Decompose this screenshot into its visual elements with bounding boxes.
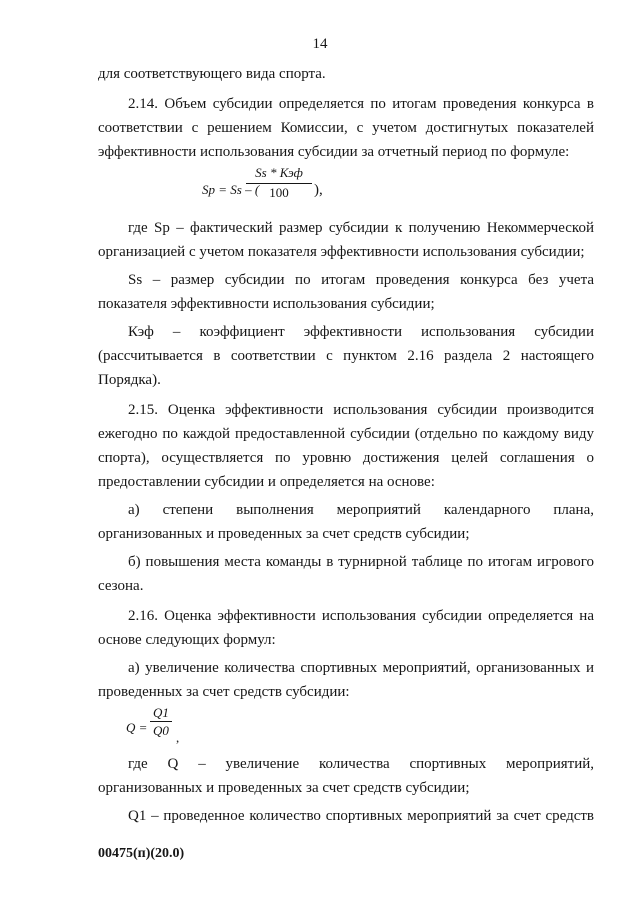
list-item-a: а) степени выполнения мероприятий календарного плана, организованных и проведенных за счет средств субсидии; [98, 502, 594, 542]
formula-1-fraction [246, 164, 312, 202]
formula-1-tail: ), [314, 182, 323, 198]
paragraph-continuation: для соответствующего вида спорта. [98, 66, 326, 82]
formula-1-denominator: 100 [269, 185, 289, 200]
formula-2-numerator: Q1 [150, 704, 172, 722]
definition-kef: Кэф – коэффициент эффективности использования субсидии (рассчитывается в соответствии с пунктом 2.16 раздела 2 настоящего Порядка). [98, 324, 594, 388]
formula-2-lhs: Q = [126, 720, 148, 735]
page-number: 14 [312, 36, 328, 52]
document-body [98, 62, 594, 828]
formula-1-numerator: Ss * Кэф [246, 164, 312, 184]
document-code: 00475(п)(20.0) [98, 846, 185, 861]
list-item-a-formula: а) увеличение количества спортивных мероприятий, организованных и проведенных за счет средств субсидии: [98, 660, 594, 700]
list-item-b: б) повышения места команды в турнирной таблице по итогам игрового сезона. [98, 554, 594, 594]
formula-subsidy-size [98, 164, 594, 216]
paragraph-2-15: 2.15. Оценка эффективности использования субсидии производится ежегодно по каждой предоставленной субсидии (отдельно по каждому виду спорта), осуществляется по уровню достижения целей соглашения о предоставлении субсидии и определяется на основе: [98, 402, 594, 490]
definition-q: где Q – увеличение количества спортивных мероприятий, организованных и проведенных за счет средств субсидии; [98, 756, 594, 796]
definition-sp: где Sp – фактический размер субсидии к получению Некоммерческой организацией с учетом показателя эффективности использования субсидии; [98, 220, 594, 260]
formula-1-lhs: Sp = Ss – ( [202, 182, 260, 197]
definition-q1: Q1 – проведенное количество спортивных мероприятий за счет средств [128, 808, 594, 824]
paragraph-2-14: 2.14. Объем субсидии определяется по итогам проведения конкурса в соответствии с решением Комиссии, с учетом достигнутых показателей эффективности использования субсидии за отчетный период по формуле: [98, 96, 594, 160]
formula-2-denominator: Q0 [153, 723, 169, 738]
paragraph-2-16: 2.16. Оценка эффективности использования субсидии определяется на основе следующих формул: [98, 608, 594, 648]
formula-2-fraction [150, 704, 172, 739]
definition-ss: Ss – размер субсидии по итогам проведения конкурса без учета показателя эффективности использования субсидии; [98, 272, 594, 312]
formula-events-increase [98, 704, 594, 748]
formula-2-tail: , [176, 730, 180, 745]
